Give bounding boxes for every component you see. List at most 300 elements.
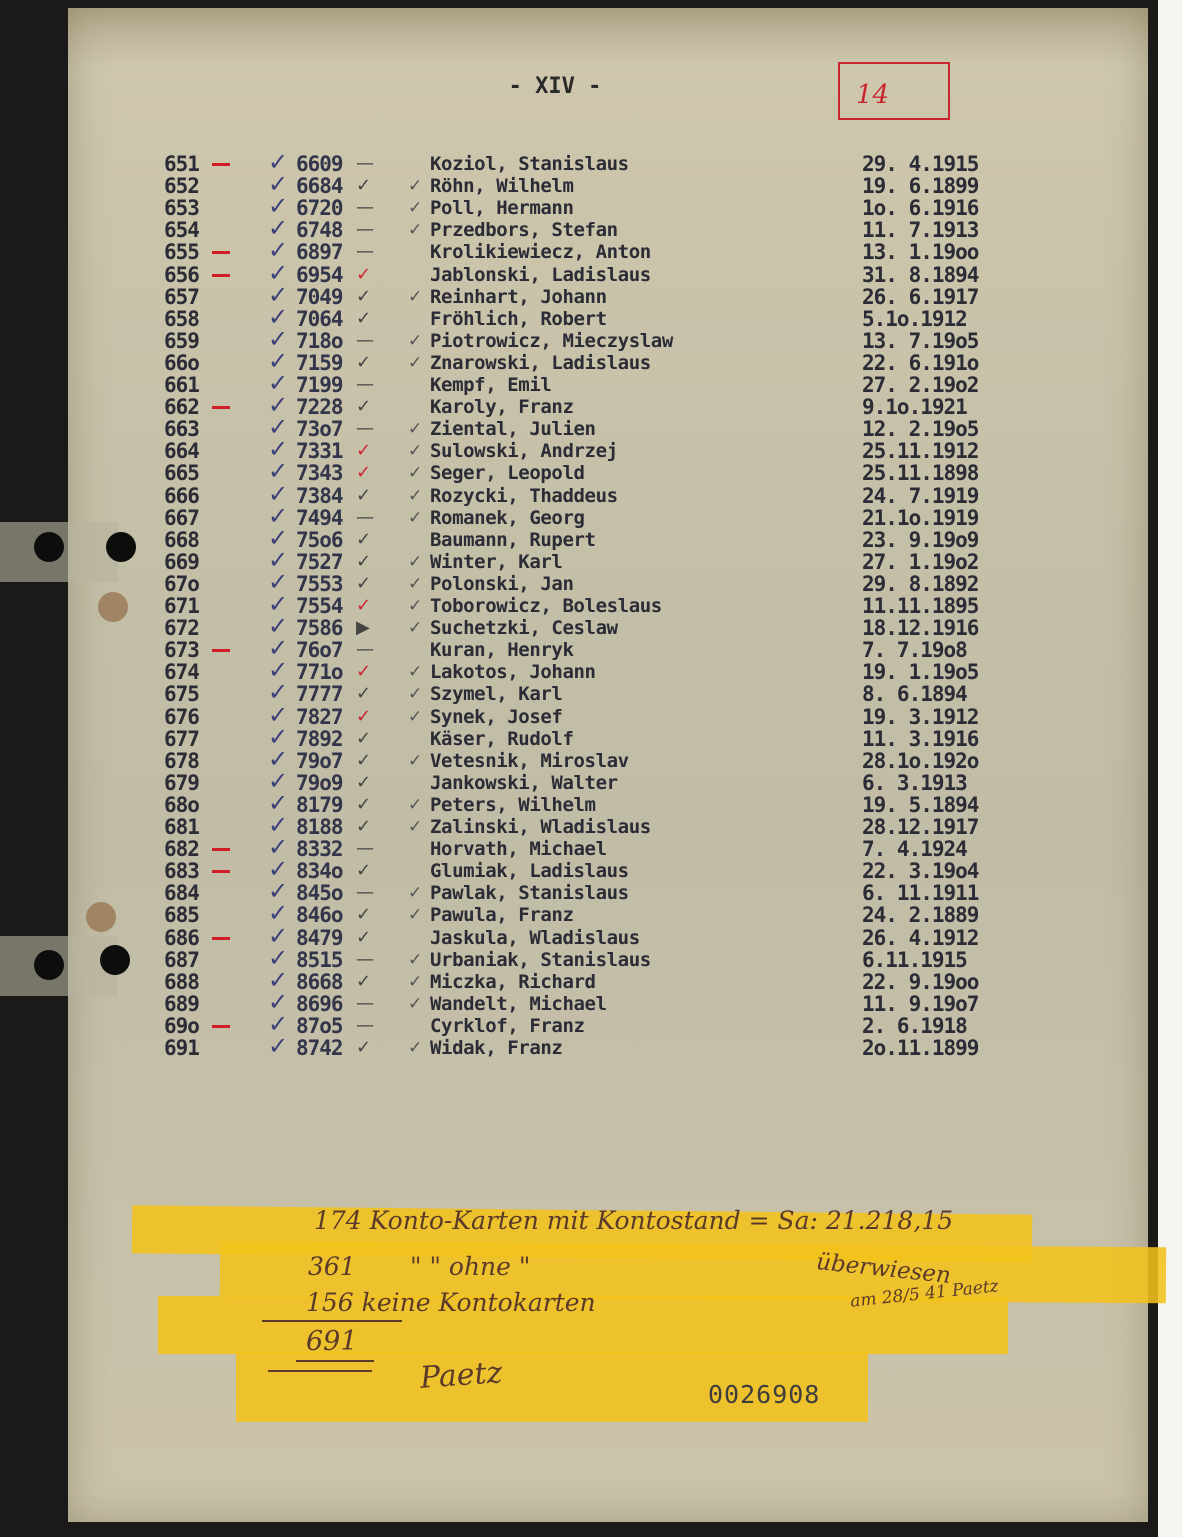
table-row xyxy=(0,435,1158,464)
account-number: 7827 xyxy=(296,704,343,729)
table-row xyxy=(0,899,1158,928)
tick-mark-icon: — xyxy=(356,241,374,263)
handwritten-summary-line: 174 Konto-Karten mit Kontostand = Sa: 21.218,15 xyxy=(314,1206,954,1235)
tick-mark-icon: ✓ xyxy=(356,904,372,926)
tick-mark-icon: ✓ xyxy=(356,462,372,484)
birth-date: 28.1o.192o xyxy=(862,748,979,773)
checkmark-icon: ✓ xyxy=(268,236,289,265)
person-name: Glumiak, Ladislaus xyxy=(430,860,629,883)
checkmark-icon: ✓ xyxy=(408,971,423,992)
person-name: Fröhlich, Robert xyxy=(430,307,607,330)
checkmark-icon: ✓ xyxy=(268,258,289,287)
table-row xyxy=(0,833,1158,862)
checkmark-icon: ✓ xyxy=(268,634,289,663)
checkmark-icon: ✓ xyxy=(408,220,423,241)
entry-number: 679 xyxy=(164,770,199,795)
person-name: Ziental, Julien xyxy=(430,418,596,441)
person-name: Jaskula, Wladislaus xyxy=(430,926,640,949)
person-name: Piotrowicz, Mieczyslaw xyxy=(430,329,673,352)
person-name: Seger, Leopold xyxy=(430,462,585,485)
tick-mark-icon: — xyxy=(356,838,374,860)
table-row xyxy=(0,346,1158,375)
birth-date: 25.11.1912 xyxy=(862,439,979,464)
entry-number: 675 xyxy=(164,682,199,707)
person-name: Winter, Karl xyxy=(430,550,563,573)
birth-date: 19. 5.1894 xyxy=(862,792,979,817)
checkmark-icon: ✓ xyxy=(408,330,423,351)
entry-number: 68o xyxy=(164,792,199,817)
red-dash-mark xyxy=(212,274,230,277)
tick-mark-icon: ✓ xyxy=(356,705,372,727)
person-name: Röhn, Wilhelm xyxy=(430,175,574,198)
checkmark-icon: ✓ xyxy=(408,883,423,904)
person-name: Romanek, Georg xyxy=(430,506,585,529)
account-number: 8668 xyxy=(296,969,343,994)
checkmark-icon: ✓ xyxy=(408,596,423,616)
checkmark-icon: ✓ xyxy=(268,965,289,994)
entry-number: 654 xyxy=(164,218,199,243)
tick-mark-icon: ▶ xyxy=(356,617,370,639)
entry-number: 663 xyxy=(164,417,199,442)
checkmark-icon: ✓ xyxy=(408,419,423,440)
entry-number: 659 xyxy=(164,328,199,353)
entry-number: 662 xyxy=(164,395,199,420)
person-name: Widak, Franz xyxy=(430,1037,563,1059)
person-name: Poll, Hermann xyxy=(430,197,574,220)
birth-date: 1o. 6.1916 xyxy=(862,196,979,221)
tick-mark-icon: ✓ xyxy=(356,528,372,550)
entry-number: 666 xyxy=(164,483,199,508)
birth-date: 9.1o.1921 xyxy=(862,395,967,420)
checkmark-icon: ✓ xyxy=(408,949,423,970)
tick-mark-icon: — xyxy=(356,1014,374,1036)
table-row xyxy=(0,590,1158,618)
tick-mark-icon: ✓ xyxy=(356,550,372,572)
account-number: 7553 xyxy=(296,571,343,596)
table-row xyxy=(0,722,1158,751)
birth-date: 21.1o.1919 xyxy=(862,505,979,530)
account-number: 7228 xyxy=(296,395,343,420)
table-row xyxy=(0,567,1158,596)
checkmark-icon: ✓ xyxy=(268,722,289,751)
birth-date: 11.11.1895 xyxy=(862,594,979,618)
entry-number: 674 xyxy=(164,660,199,685)
red-dash-mark xyxy=(212,163,230,166)
birth-date: 11. 7.1913 xyxy=(862,218,979,243)
red-dash-mark xyxy=(212,870,230,873)
tick-mark-icon: — xyxy=(356,992,374,1014)
checkmark-icon: ✓ xyxy=(268,346,289,375)
table-row xyxy=(0,192,1158,221)
tick-mark-icon: — xyxy=(356,197,374,219)
page-title: - XIV - xyxy=(508,74,602,99)
entry-number: 673 xyxy=(164,638,199,663)
tick-mark-icon: — xyxy=(356,418,374,440)
table-row xyxy=(0,280,1158,309)
birth-date: 7. 7.19o8 xyxy=(862,638,967,663)
checkmark-icon: ✓ xyxy=(268,391,289,420)
table-row xyxy=(0,1032,1158,1060)
account-number: 6954 xyxy=(296,262,343,287)
birth-date: 6.11.1915 xyxy=(862,947,967,972)
birth-date: 26. 4.1912 xyxy=(862,925,979,950)
birth-date: 12. 2.19o5 xyxy=(862,417,979,442)
birth-date: 6. 11.1911 xyxy=(862,881,979,906)
birth-date: 5.1o.1912 xyxy=(862,306,967,331)
tick-mark-icon: ✓ xyxy=(356,285,372,307)
entry-number: 688 xyxy=(164,969,199,994)
entry-number: 67o xyxy=(164,571,199,596)
tick-mark-icon: ✓ xyxy=(356,661,372,683)
account-number: 7199 xyxy=(296,373,343,397)
birth-date: 7. 4.1924 xyxy=(862,837,967,862)
entry-number: 668 xyxy=(164,527,199,552)
tick-mark-icon: — xyxy=(356,948,374,970)
tick-mark-icon: ✓ xyxy=(356,816,372,837)
table-row xyxy=(0,700,1158,729)
page-number: 14 xyxy=(856,80,890,110)
tick-mark-icon: ✓ xyxy=(356,307,372,329)
entry-number: 656 xyxy=(164,262,199,287)
table-row xyxy=(0,678,1158,707)
checkmark-icon: ✓ xyxy=(268,192,289,221)
checkmark-icon: ✓ xyxy=(408,198,423,219)
account-number: 8696 xyxy=(296,991,343,1016)
entry-number: 664 xyxy=(164,439,199,464)
tick-mark-icon: ✓ xyxy=(356,396,372,418)
table-row xyxy=(0,391,1158,420)
checkmark-icon: ✓ xyxy=(268,612,289,641)
checkmark-icon: ✓ xyxy=(408,441,423,462)
account-number: 8179 xyxy=(296,792,343,817)
birth-date: 19. 6.1899 xyxy=(862,174,979,199)
birth-date: 22. 6.191o xyxy=(862,350,979,375)
birth-date: 26. 6.1917 xyxy=(862,284,979,309)
checkmark-icon: ✓ xyxy=(408,618,423,639)
tick-mark-icon: ✓ xyxy=(356,970,372,992)
person-name: Miczka, Richard xyxy=(430,970,596,993)
person-name: Znarowski, Ladislaus xyxy=(430,351,651,374)
checkmark-icon: ✓ xyxy=(408,794,423,815)
checkmark-icon: ✓ xyxy=(268,479,289,508)
account-number: 7331 xyxy=(296,439,343,464)
checkmark-icon: ✓ xyxy=(268,678,289,707)
table-row xyxy=(0,943,1158,972)
tick-mark-icon: ✓ xyxy=(356,572,372,594)
account-number: 79o7 xyxy=(296,748,343,773)
checkmark-icon: ✓ xyxy=(408,286,423,307)
person-name: Zalinski, Wladislaus xyxy=(430,816,651,838)
table-row xyxy=(0,501,1158,530)
birth-date: 23. 9.19o9 xyxy=(862,527,979,552)
table-row xyxy=(0,877,1158,906)
tick-mark-icon: — xyxy=(356,374,374,395)
person-name: Urbaniak, Stanislaus xyxy=(430,948,651,971)
checkmark-icon: ✓ xyxy=(268,833,289,862)
birth-date: 29. 4.1915 xyxy=(862,152,979,176)
handwritten-count: 361 xyxy=(308,1252,356,1281)
person-name: Karoly, Franz xyxy=(430,396,574,419)
account-number: 8742 xyxy=(296,1036,343,1060)
underline xyxy=(268,1370,372,1372)
entry-number: 671 xyxy=(164,594,199,618)
tick-mark-icon: — xyxy=(356,639,374,661)
red-dash-mark xyxy=(212,251,230,254)
account-number: 7494 xyxy=(296,505,343,530)
person-name: Rozycki, Thaddeus xyxy=(430,484,618,507)
checkmark-icon: ✓ xyxy=(408,684,423,705)
checkmark-icon: ✓ xyxy=(408,176,423,197)
handwritten-summary-line: " " ohne " xyxy=(410,1252,531,1281)
tick-mark-icon: ✓ xyxy=(356,440,372,462)
account-number: 7049 xyxy=(296,284,343,309)
table-row xyxy=(0,612,1158,641)
tick-mark-icon: ✓ xyxy=(356,263,372,285)
red-dash-mark xyxy=(212,937,230,940)
birth-date: 27. 2.19o2 xyxy=(862,373,979,397)
table-row xyxy=(0,656,1158,685)
tick-mark-icon: ✓ xyxy=(356,926,372,948)
person-name: Krolikiewiecz, Anton xyxy=(430,241,651,264)
checkmark-icon: ✓ xyxy=(408,750,423,771)
person-name: Synek, Josef xyxy=(430,705,563,728)
checkmark-icon: ✓ xyxy=(268,148,289,176)
table-row xyxy=(0,744,1158,773)
table-row xyxy=(0,634,1158,663)
checkmark-icon: ✓ xyxy=(408,662,423,683)
entry-number: 672 xyxy=(164,616,199,641)
birth-date: 2. 6.1918 xyxy=(862,1013,967,1038)
entry-number: 683 xyxy=(164,859,199,884)
person-name: Przedbors, Stefan xyxy=(430,219,618,242)
red-dash-mark xyxy=(212,848,230,851)
entry-number: 684 xyxy=(164,881,199,906)
checkmark-icon: ✓ xyxy=(268,545,289,574)
handwritten-note: überwiesen xyxy=(815,1249,953,1289)
account-number: 846o xyxy=(296,903,343,928)
account-number: 7159 xyxy=(296,350,343,375)
entry-number: 689 xyxy=(164,991,199,1016)
birth-date: 29. 8.1892 xyxy=(862,571,979,596)
tick-mark-icon: ✓ xyxy=(356,683,372,705)
birth-date: 6. 3.1913 xyxy=(862,770,967,795)
person-name: Suchetzki, Ceslaw xyxy=(430,617,618,640)
birth-date: 22. 3.19o4 xyxy=(862,859,979,884)
checkmark-icon: ✓ xyxy=(408,706,423,727)
account-number: 6720 xyxy=(296,196,343,221)
entry-number: 677 xyxy=(164,726,199,751)
entry-number: 681 xyxy=(164,815,199,839)
handwritten-summary-line: 156 keine Kontokarten xyxy=(306,1288,596,1317)
entry-number: 655 xyxy=(164,240,199,265)
entry-number: 657 xyxy=(164,284,199,309)
account-number: 771o xyxy=(296,660,343,685)
checkmark-icon: ✓ xyxy=(268,435,289,464)
table-row xyxy=(0,479,1158,508)
tick-mark-icon: — xyxy=(356,506,374,528)
birth-date: 31. 8.1894 xyxy=(862,262,979,287)
table-row xyxy=(0,170,1158,199)
account-number: 718o xyxy=(296,328,343,353)
person-name: Pawula, Franz xyxy=(430,904,574,927)
entry-number: 66o xyxy=(164,350,199,375)
person-name: Jablonski, Ladislaus xyxy=(430,263,651,286)
birth-date: 22. 9.19oo xyxy=(862,969,979,994)
person-name: Sulowski, Andrzej xyxy=(430,440,618,463)
tick-mark-icon: ✓ xyxy=(356,1037,372,1058)
checkmark-icon: ✓ xyxy=(268,855,289,884)
account-number: 8188 xyxy=(296,815,343,839)
table-row xyxy=(0,811,1158,839)
table-row xyxy=(0,302,1158,331)
account-number: 75o6 xyxy=(296,527,343,552)
entry-number: 653 xyxy=(164,196,199,221)
checkmark-icon: ✓ xyxy=(268,700,289,729)
person-name: Horvath, Michael xyxy=(430,838,607,861)
birth-date: 13. 7.19o5 xyxy=(862,328,979,353)
person-name: Wandelt, Michael xyxy=(430,992,607,1015)
account-number: 834o xyxy=(296,859,343,884)
checkmark-icon: ✓ xyxy=(408,485,423,506)
account-number: 87o5 xyxy=(296,1013,343,1038)
table-row xyxy=(0,148,1158,176)
birth-date: 24. 7.1919 xyxy=(862,483,979,508)
checkmark-icon: ✓ xyxy=(268,744,289,773)
account-number: 7892 xyxy=(296,726,343,751)
viewer-margin xyxy=(1158,0,1182,1537)
checkmark-icon: ✓ xyxy=(408,573,423,594)
checkmark-icon: ✓ xyxy=(268,811,289,839)
tick-mark-icon: — xyxy=(356,882,374,904)
account-number: 7064 xyxy=(296,306,343,331)
handwritten-note-date: am 28/5 41 Paetz xyxy=(849,1276,1000,1312)
account-number: 8479 xyxy=(296,925,343,950)
table-row xyxy=(0,523,1158,552)
checkmark-icon: ✓ xyxy=(268,523,289,552)
checkmark-icon: ✓ xyxy=(268,501,289,530)
person-name: Lakotos, Johann xyxy=(430,661,596,684)
table-row xyxy=(0,788,1158,817)
checkmark-icon: ✓ xyxy=(268,413,289,442)
account-number: 7384 xyxy=(296,483,343,508)
birth-date: 2o.11.1899 xyxy=(862,1036,979,1060)
birth-date: 28.12.1917 xyxy=(862,815,979,839)
tick-mark-icon: — xyxy=(356,329,374,351)
person-name: Kempf, Emil xyxy=(430,374,552,396)
table-row xyxy=(0,987,1158,1016)
entry-number: 682 xyxy=(164,837,199,862)
entry-number: 691 xyxy=(164,1036,199,1060)
checkmark-icon: ✓ xyxy=(268,943,289,972)
birth-date: 18.12.1916 xyxy=(862,616,979,641)
person-name: Pawlak, Stanislaus xyxy=(430,882,629,905)
birth-date: 24. 2.1889 xyxy=(862,903,979,928)
table-row xyxy=(0,1009,1158,1038)
birth-date: 11. 3.1916 xyxy=(862,726,979,751)
birth-date: 27. 1.19o2 xyxy=(862,549,979,574)
underline xyxy=(262,1320,402,1322)
entry-number: 669 xyxy=(164,549,199,574)
entry-number: 665 xyxy=(164,461,199,486)
person-name: Peters, Wilhelm xyxy=(430,793,596,816)
checkmark-icon: ✓ xyxy=(408,507,423,528)
entry-number: 69o xyxy=(164,1013,199,1038)
checkmark-icon: ✓ xyxy=(408,551,423,572)
checkmark-icon: ✓ xyxy=(268,280,289,309)
person-name: Polonski, Jan xyxy=(430,572,574,595)
checkmark-icon: ✓ xyxy=(268,590,289,618)
checkmark-icon: ✓ xyxy=(268,567,289,596)
account-number: 845o xyxy=(296,881,343,906)
account-number: 8515 xyxy=(296,947,343,972)
person-name: Käser, Rudolf xyxy=(430,727,574,750)
birth-date: 11. 9.19o7 xyxy=(862,991,979,1016)
entry-number: 658 xyxy=(164,306,199,331)
checkmark-icon: ✓ xyxy=(268,324,289,353)
entry-number: 661 xyxy=(164,373,199,397)
birth-date: 19. 3.1912 xyxy=(862,704,979,729)
checkmark-icon: ✓ xyxy=(268,899,289,928)
checkmark-icon: ✓ xyxy=(408,463,423,484)
account-number: 6684 xyxy=(296,174,343,199)
tick-mark-icon: — xyxy=(356,219,374,241)
person-name: Reinhart, Johann xyxy=(430,285,607,308)
account-number: 79o9 xyxy=(296,770,343,795)
tick-mark-icon: ✓ xyxy=(356,175,372,197)
account-number: 73o7 xyxy=(296,417,343,442)
person-name: Kuran, Henryk xyxy=(430,639,574,662)
account-number: 76o7 xyxy=(296,638,343,663)
entry-number: 676 xyxy=(164,704,199,729)
checkmark-icon: ✓ xyxy=(268,1009,289,1038)
checkmark-icon: ✓ xyxy=(268,457,289,486)
archive-number-stamp: 0026908 xyxy=(708,1380,821,1409)
checkmark-icon: ✓ xyxy=(268,656,289,685)
tick-mark-icon: ✓ xyxy=(356,793,372,815)
tick-mark-icon: ✓ xyxy=(356,771,372,793)
table-row xyxy=(0,965,1158,994)
underline xyxy=(296,1360,374,1362)
tick-mark-icon: — xyxy=(356,153,374,174)
checkmark-icon: ✓ xyxy=(268,921,289,950)
account-number: 7586 xyxy=(296,616,343,641)
person-name: Jankowski, Walter xyxy=(430,771,618,794)
red-dash-mark xyxy=(212,1025,230,1028)
checkmark-icon: ✓ xyxy=(408,1038,423,1058)
table-row xyxy=(0,369,1158,397)
birth-date: 8. 6.1894 xyxy=(862,682,967,707)
checkmark-icon: ✓ xyxy=(408,352,423,373)
table-row xyxy=(0,457,1158,486)
table-row xyxy=(0,214,1158,243)
tick-mark-icon: ✓ xyxy=(356,351,372,373)
entry-number: 652 xyxy=(164,174,199,199)
checkmark-icon: ✓ xyxy=(268,766,289,795)
table-row xyxy=(0,324,1158,353)
table-row xyxy=(0,855,1158,884)
person-name: Toborowicz, Boleslaus xyxy=(430,595,662,617)
entry-number: 667 xyxy=(164,505,199,530)
table-row xyxy=(0,921,1158,950)
account-number: 7343 xyxy=(296,461,343,486)
checkmark-icon: ✓ xyxy=(268,214,289,243)
account-number: 7554 xyxy=(296,594,343,618)
checkmark-icon: ✓ xyxy=(268,987,289,1016)
account-number: 7777 xyxy=(296,682,343,707)
checkmark-icon: ✓ xyxy=(268,788,289,817)
account-number: 6748 xyxy=(296,218,343,243)
person-name: Baumann, Rupert xyxy=(430,528,596,551)
